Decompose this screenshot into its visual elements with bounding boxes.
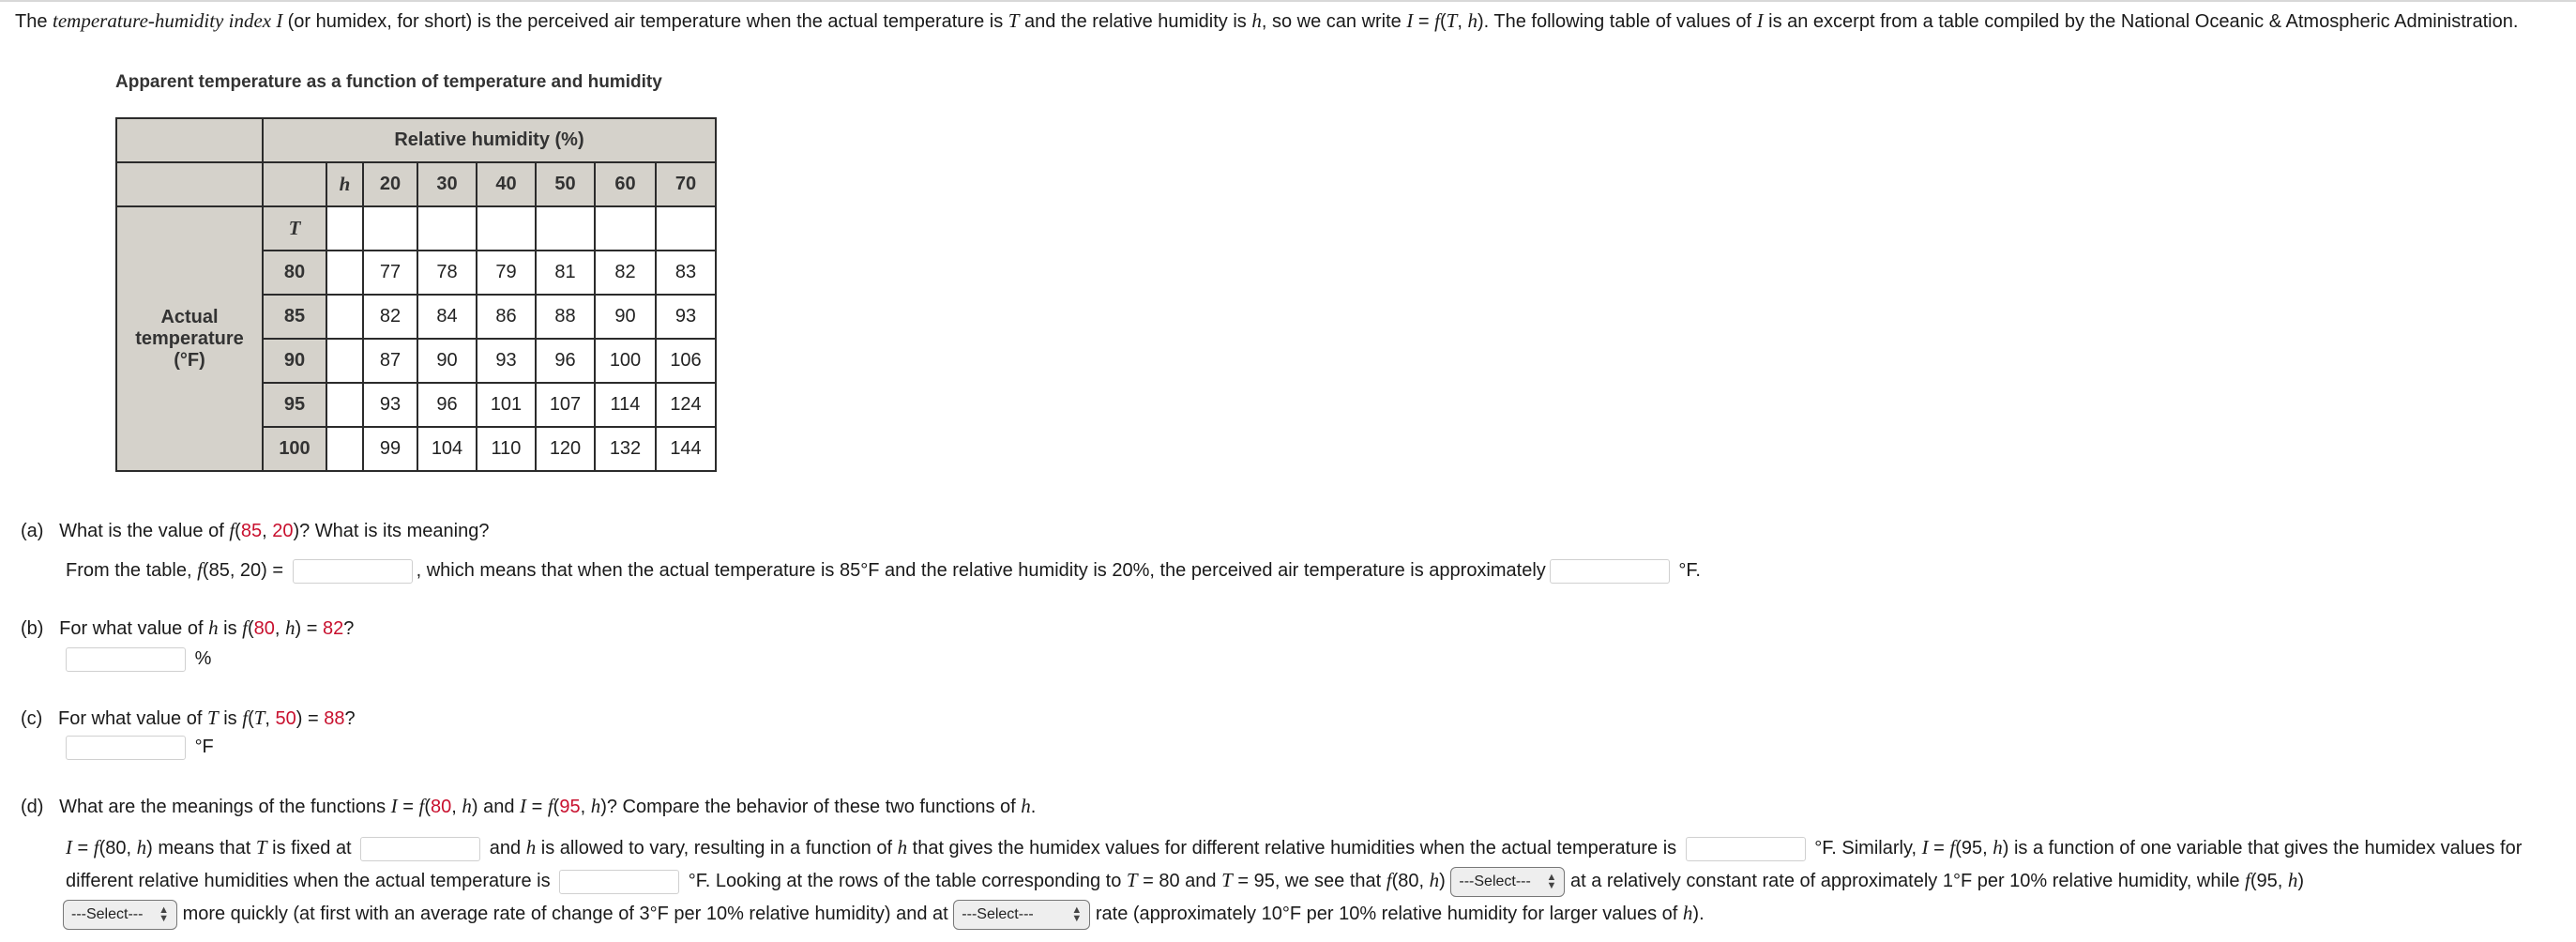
table-cell: 104 [417,427,477,471]
actual-temperature-80-input[interactable] [1686,837,1806,861]
T-label: T [263,206,326,251]
table-cell: 132 [595,427,656,471]
relative-humidity-header: Relative humidity (%) [263,118,716,162]
temperature-header: 85 [263,295,326,339]
top-divider [0,0,2576,2]
table-cell: 99 [363,427,417,471]
temperature-header: 100 [263,427,326,471]
table-cell: 86 [477,295,536,339]
humidity-header: 30 [417,162,477,206]
temperature-header: 90 [263,339,326,383]
table-caption: Apparent temperature as a function of temperature and humidity [115,72,662,92]
table-cell: 96 [536,339,595,383]
table-cell: 96 [417,383,477,427]
table-cell: 87 [363,339,417,383]
intro-paragraph: The temperature-humidity index I (or humidex, for short) is the perceived air temperature when the actual temperature is T and the relative humidity is h, so we can write I = f(T, h). The following table of values of I is an excerpt from a table compiled by the National Oceanic & Atmospheric Administration. [15,9,2519,32]
humidex-table [115,117,717,472]
select-f80-behavior[interactable]: ---Select--- ▲ ▼ [1450,867,1565,897]
answer-b: % [62,646,211,672]
table-cell: 100 [595,339,656,383]
updown-arrows-icon: ▲ ▼ [1071,904,1083,924]
question-a: (a) What is the value of f(85, 20)? What is its meaning? [21,519,490,541]
table-cell: 101 [477,383,536,427]
table-cell: 90 [417,339,477,383]
table-cell: 110 [477,427,536,471]
answer-c: °F [62,735,214,760]
table-cell: 79 [477,251,536,295]
humidity-header: 70 [656,162,716,206]
table-cell: 106 [656,339,716,383]
question-d: (d) What are the meanings of the functions I = f(80, h) and I = f(95, h)? Compare the behavior of these two functions of h. [21,795,1037,817]
temperature-header: 80 [263,251,326,295]
table-corner [116,118,263,162]
table-cell: 82 [595,251,656,295]
table-cell: 114 [595,383,656,427]
perceived-temperature-input[interactable] [1550,559,1670,584]
table-cell: 81 [536,251,595,295]
temperature-value-input[interactable] [66,736,186,760]
table-cell: 83 [656,251,716,295]
table-cell: 120 [536,427,595,471]
h-label: h [326,162,363,206]
fixed-temperature-input[interactable] [360,837,480,861]
actual-temperature-95-input[interactable] [559,870,679,894]
humidity-value-input[interactable] [66,647,186,672]
answer-d-paragraph: I = f(80, h) means that T is fixed at and h is allowed to vary, resulting in a function of h that gives the humidex values for different relative humidities when the actual temperature is °F. Similarly, I = f(95, h) is a function of one variable that gives the humidex values for different relative humidities when the actual temperature is °F. Looking at the rows of the table corresponding to T = 80 and T = 95, we see that f(80, h) ---Select--- ▲ ▼ at a relatively constant rate of approximately 1°F per 10% relative humidity, while f(95, h) ---Select--- ▲ ▼ more quickly (at first with an average rate of change of 3°F per 10% relative humidity) and at ---Select--- ▲ ▼ rate (approximately 10°F per 10% relative humidity for larger values of h). [66,831,2552,930]
table-cell: 93 [363,383,417,427]
actual-temperature-label: Actual temperature (°F) [116,206,263,471]
humidity-header: 50 [536,162,595,206]
updown-arrows-icon: ▲ ▼ [159,904,169,924]
updown-arrows-icon: ▲ ▼ [1546,871,1557,891]
humidity-header: 20 [363,162,417,206]
humidity-header: 40 [477,162,536,206]
table-cell: 107 [536,383,595,427]
table-cell: 78 [417,251,477,295]
table-cell: 90 [595,295,656,339]
table-cell: 144 [656,427,716,471]
table-cell: 93 [656,295,716,339]
answer-a: From the table, f(85, 20) = , which means that when the actual temperature is 85°F and the relative humidity is 20%, the perceived air temperature is approximately °F. [66,557,1701,584]
table-cell: 84 [417,295,477,339]
table-cell: 82 [363,295,417,339]
temperature-header: 95 [263,383,326,427]
f-85-20-input[interactable] [293,559,413,584]
table-cell: 93 [477,339,536,383]
table-cell: 88 [536,295,595,339]
question-c: (c) For what value of T is f(T, 50) = 88? [21,706,356,729]
select-f95-behavior[interactable]: ---Select--- ▲ ▼ [63,900,177,930]
table-cell: 124 [656,383,716,427]
table-cell: 77 [363,251,417,295]
question-b: (b) For what value of h is f(80, h) = 82? [21,616,355,639]
select-f95-rate[interactable]: ---Select--- ▲ ▼ [953,900,1090,930]
humidity-header: 60 [595,162,656,206]
